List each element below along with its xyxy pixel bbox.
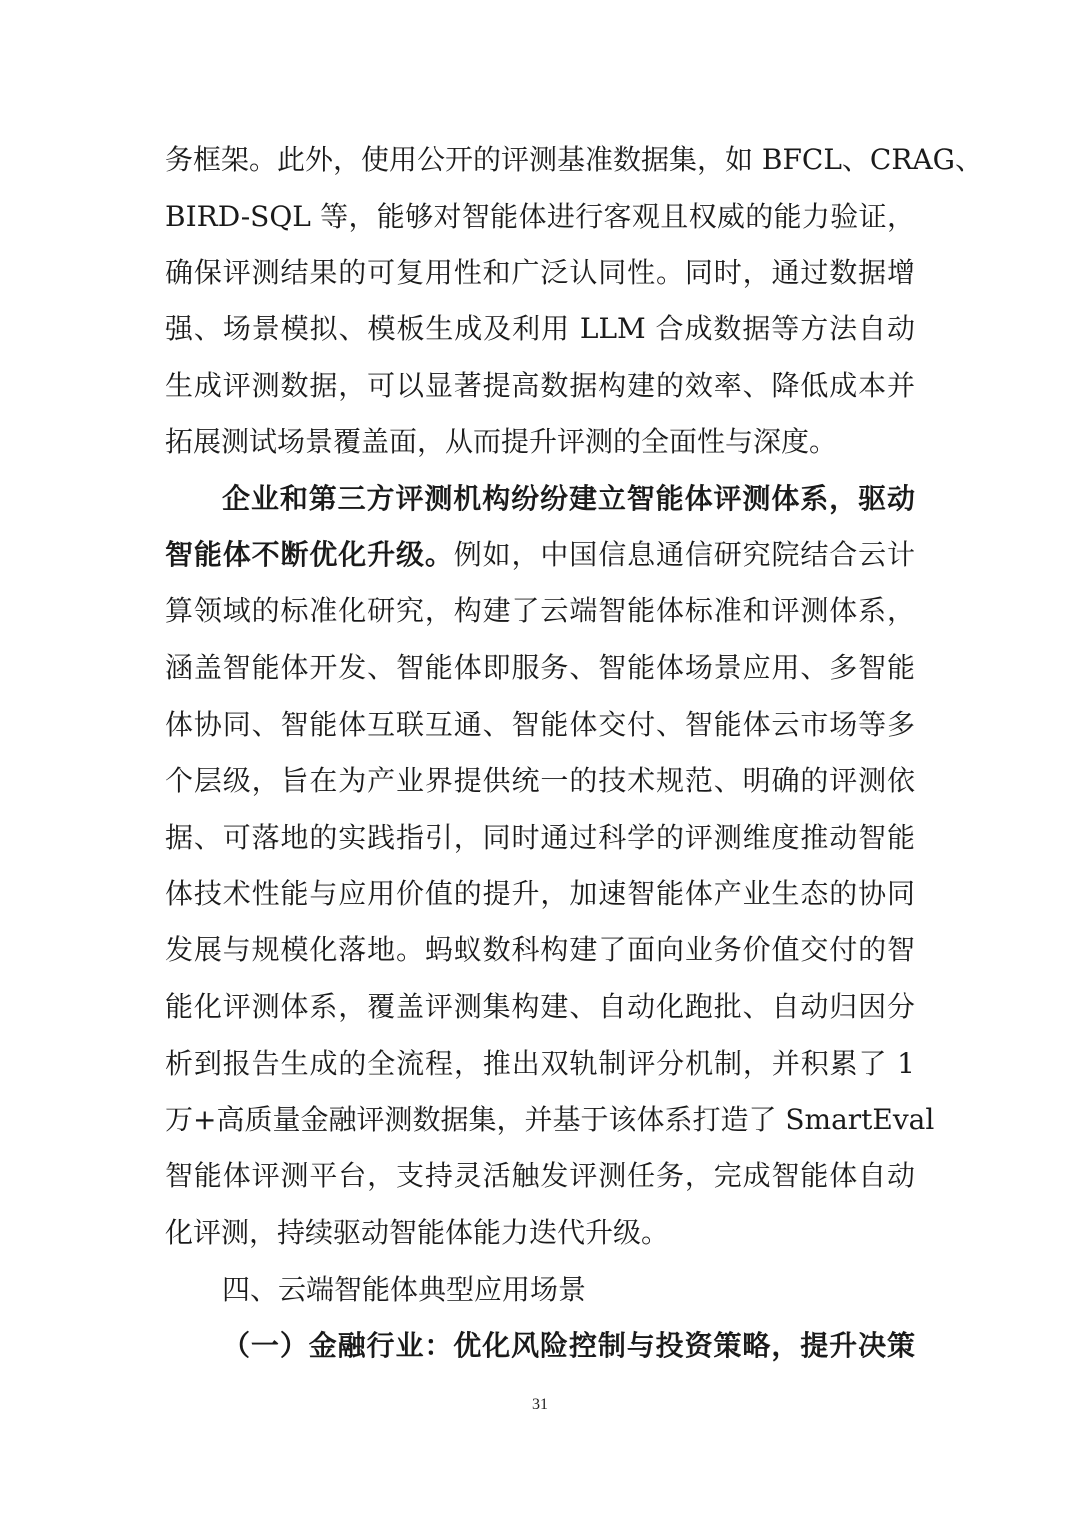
paragraph-2-line-9: 发展与规模化落地。蚂蚁数科构建了面向业务价值交付的智: [165, 933, 915, 966]
paragraph-2-line-5: 体协同、智能体互联互通、智能体交付、智能体云市场等多: [165, 708, 915, 741]
paragraph-2-line-3: 算领域的标准化研究，构建了云端智能体标准和评测体系，: [165, 594, 915, 627]
paragraph-2-bold-lead: 智能体不断优化升级。: [165, 538, 454, 571]
paragraph-2-line-11: 析到报告生成的全流程，推出双轨制评分机制，并积累了 1: [165, 1047, 915, 1080]
paragraph-2-line-2: [165, 527, 915, 583]
paragraph-1-line-1: 务框架。此外，使用公开的评测基准数据集，如 BFCL、CRAG、: [165, 143, 984, 176]
paragraph-2-line-4: 涵盖智能体开发、智能体即服务、智能体场景应用、多智能: [165, 651, 915, 684]
paragraph-2-line-12: 万+高质量金融评测数据集，并基于该体系打造了 SmartEval: [165, 1103, 935, 1136]
subsection-heading: （一）金融行业：优化风险控制与投资策略，提升决策: [222, 1329, 915, 1362]
paragraph-2-line-6: 个层级，旨在为产业界提供统一的技术规范、明确的评测依: [165, 764, 915, 797]
paragraph-1-line-5: 生成评测数据，可以显著提高数据构建的效率、降低成本并: [165, 369, 915, 402]
section-heading: 四、云端智能体典型应用场景: [222, 1273, 587, 1306]
paragraph-1-line-3: 确保评测结果的可复用性和广泛认同性。同时，通过数据增: [165, 256, 915, 289]
paragraph-1-line-4: 强、场景模拟、模板生成及利用 LLM 合成数据等方法自动: [165, 312, 915, 345]
paragraph-2-line-14: 化评测，持续驱动智能体能力迭代升级。: [165, 1216, 670, 1249]
paragraph-1-line-6: 拓展测试场景覆盖面，从而提升评测的全面性与深度。: [165, 425, 838, 458]
page-number: 31: [532, 1396, 548, 1413]
paragraph-2-line-2-rest: 例如，中国信息通信研究院结合云计: [453, 538, 915, 571]
paragraph-2-line-13: 智能体评测平台，支持灵活触发评测任务，完成智能体自动: [165, 1159, 915, 1192]
paragraph-2-bold-line-1: 企业和第三方评测机构纷纷建立智能体评测体系，驱动: [222, 482, 915, 515]
paragraph-2-line-10: 能化评测体系，覆盖评测集构建、自动化跑批、自动归因分: [165, 990, 915, 1023]
paragraph-1-line-2: BIRD-SQL 等，能够对智能体进行客观且权威的能力验证，: [165, 200, 915, 233]
paragraph-2-line-7: 据、可落地的实践指引，同时通过科学的评测维度推动智能: [165, 821, 915, 854]
paragraph-2-line-8: 体技术性能与应用价值的提升，加速智能体产业生态的协同: [165, 877, 915, 910]
